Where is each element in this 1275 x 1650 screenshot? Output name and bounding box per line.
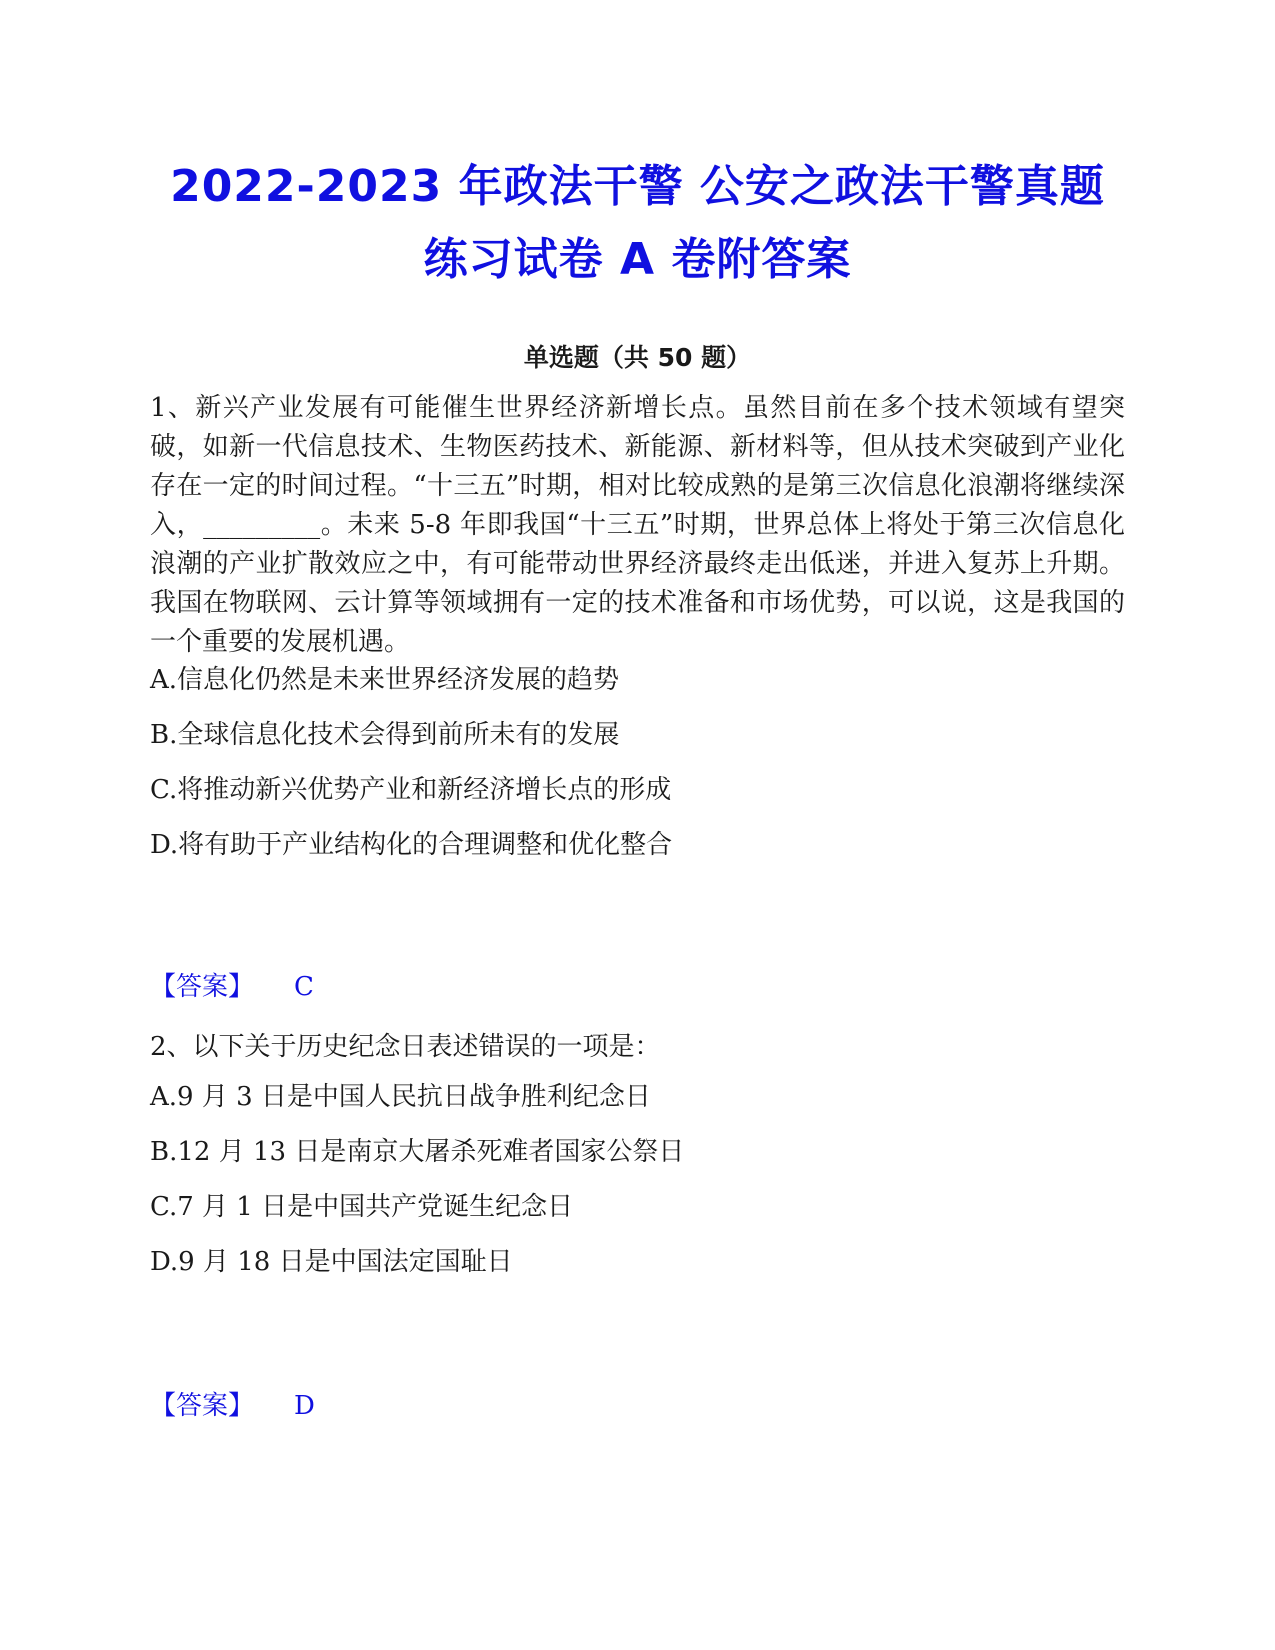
document-title-line-1: 2022-2023 年政法干警 公安之政法干警真题 [170,161,1105,212]
question-1-option-d: D.将有助于产业结构化的合理调整和优化整合 [150,830,673,860]
section-heading: 单选题（共 50 题） [523,343,752,372]
question-2-option-a: A.9 月 3 日是中国人民抗日战争胜利纪念日 [150,1082,651,1112]
answer-value: C [294,972,314,1002]
question-1-option-c: C.将推动新兴优势产业和新经济增长点的形成 [150,775,672,805]
answer-label: 【答案】 [150,1391,255,1421]
document-title-line-2: 练习试卷 A 卷附答案 [423,234,852,285]
question-2-option-d: D.9 月 18 日是中国法定国耻日 [150,1247,513,1277]
answer-label: 【答案】 [150,972,255,1002]
answer-value: D [294,1391,315,1421]
question-2-stem: 2、以下关于历史纪念日表述错误的一项是： [150,1032,661,1062]
question-1-answer [150,968,314,1007]
question-1-option-a: A.信息化仍然是未来世界经济发展的趋势 [150,665,620,695]
question-2-answer [150,1387,315,1426]
question-2-option-b: B.12 月 13 日是南京大屠杀死难者国家公祭日 [150,1137,685,1167]
question-1-option-b: B.全球信息化技术会得到前所未有的发展 [150,720,620,750]
question-1-stem: 1、新兴产业发展有可能催生世界经济新增长点。虽然目前在多个技术领域有望突破，如新一代信息技术、生物医药技术、新能源、新材料等，但从技术突破到产业化存在一定的时间过程。“十三五”时期，相对比较成熟的是第三次信息化浪潮将继续深入，_________。未来 5-8 年即我国“十三五”时期，世界总体上将处于第三次信息化浪潮的产业扩散效应之中，有可能带动世界经济最终走出低迷，并进入复苏上升期。我国在物联网、云计算等领域拥有一定的技术准备和市场优势，可以说，这是我国的一个重要的发展机遇。 [150,393,1125,657]
question-2-option-c: C.7 月 1 日是中国共产党诞生纪念日 [150,1192,574,1222]
